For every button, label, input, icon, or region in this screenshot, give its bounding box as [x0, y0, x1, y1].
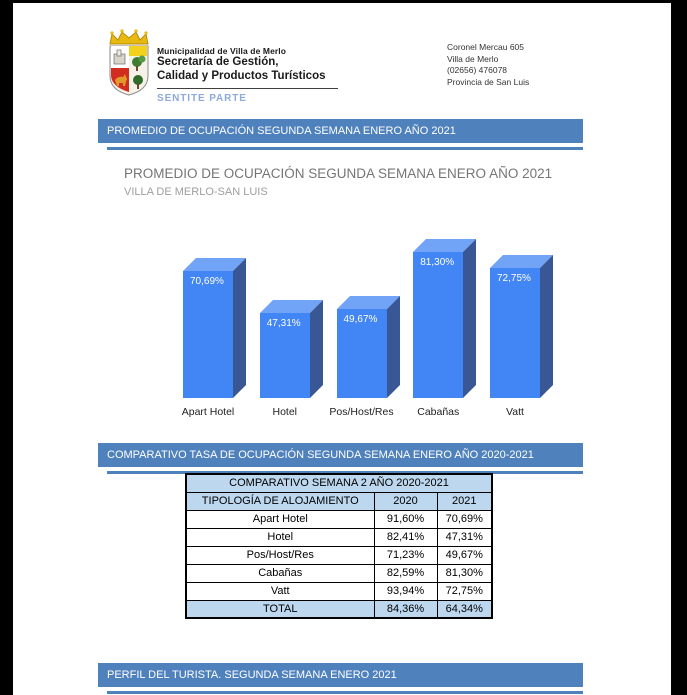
page-edge-right: [671, 0, 687, 695]
address-line: Coronel Mercau 605: [447, 42, 525, 52]
letterhead-divider: [157, 88, 338, 89]
org-line-2: Secretaría de Gestión,: [157, 56, 279, 68]
bar-side-2: [387, 296, 400, 398]
org-name-block: [157, 46, 387, 104]
org-line-1: Municipalidad de Villa de Merlo: [157, 46, 287, 56]
address-line: (02656) 476078: [447, 65, 508, 75]
banner-underline-3: [107, 691, 583, 694]
table-cell: 70,69%: [437, 510, 492, 528]
bar-front-4: [490, 268, 540, 398]
table-cell: TOTAL: [186, 600, 374, 618]
section-banner-perfil-label: PERFIL DEL TURISTA. SEGUNDA SEMANA ENERO 2021: [107, 669, 397, 681]
bar-category-label: Hotel: [272, 406, 297, 418]
section-banner-promedio-label: PROMEDIO DE OCUPACIÓN SEGUNDA SEMANA ENERO AÑO 2021: [107, 125, 456, 137]
bar-front-0: [183, 271, 233, 398]
table-cell: 81,30%: [437, 564, 492, 582]
table-title-cell: COMPARATIVO SEMANA 2 AÑO 2020-2021: [186, 474, 492, 492]
table-cell: TIPOLOGÍA DE ALOJAMIENTO: [186, 492, 374, 510]
table-row: [186, 546, 492, 564]
bar-category-label: Cabañas: [417, 406, 460, 418]
table-cell: 47,31%: [437, 528, 492, 546]
org-line-3: Calidad y Productos Turísticos: [157, 69, 326, 82]
municipality-crest-logo: [106, 28, 152, 96]
bar-value-label: 70,69%: [190, 276, 224, 288]
table-row: [186, 492, 492, 510]
table-cell: 82,59%: [374, 564, 437, 582]
bar-category-label: Pos/Host/Res: [329, 406, 394, 418]
table-cell: 91,60%: [374, 510, 437, 528]
page-edge-top: [0, 0, 687, 3]
bar-category-label: Apart Hotel: [181, 406, 235, 418]
section-banner-comparativo: [98, 443, 583, 467]
table-cell: Apart Hotel: [186, 510, 374, 528]
address-block: [447, 42, 529, 88]
table-cell: 71,23%: [374, 546, 437, 564]
table-cell: Cabañas: [186, 564, 374, 582]
table-cell: Pos/Host/Res: [186, 546, 374, 564]
table-cell: 72,75%: [437, 582, 492, 600]
table-cell: Hotel: [186, 528, 374, 546]
address-line: Provincia de San Luis: [447, 76, 530, 87]
bar-front-1: [260, 313, 310, 398]
bar-side-1: [310, 300, 323, 398]
comparison-table: [185, 473, 493, 619]
table-cell: 49,67%: [437, 546, 492, 564]
banner-underline-1: [107, 147, 583, 150]
chart-title: PROMEDIO DE OCUPACIÓN SEGUNDA SEMANA ENERO AÑO 2021: [124, 166, 553, 181]
table-cell: 84,36%: [374, 600, 437, 618]
table-row: [186, 528, 492, 546]
bar-front-3: [413, 252, 463, 398]
table-cell: Vatt: [186, 582, 374, 600]
bar-side-4: [540, 255, 553, 398]
occupancy-bar-chart: [98, 152, 583, 442]
bar-front-2: [337, 309, 387, 398]
table-cell: 82,41%: [374, 528, 437, 546]
bar-value-label: 47,31%: [266, 318, 301, 330]
bar-side-0: [233, 258, 246, 398]
table-cell: 93,94%: [374, 582, 437, 600]
table-row: [186, 600, 492, 618]
table-cell: 2021: [437, 492, 492, 510]
tagline: SENTITE PARTE: [157, 93, 247, 104]
section-banner-perfil: [98, 663, 583, 687]
bar-value-label: 81,30%: [420, 257, 455, 269]
section-banner-promedio: [98, 119, 583, 143]
section-banner-comparativo-label: COMPARATIVO TASA DE OCUPACIÓN SEGUNDA SEMANA ENERO AÑO 2020-2021: [107, 449, 534, 461]
page-edge-left: [0, 0, 13, 695]
table-row: [186, 510, 492, 528]
bar-value-label: 72,75%: [497, 272, 531, 284]
bar-value-label: 49,67%: [343, 314, 378, 326]
comparison-table-body: [186, 474, 492, 618]
table-row: [186, 474, 492, 492]
table-cell: 2020: [374, 492, 437, 510]
bar-side-3: [463, 239, 476, 398]
table-row: [186, 564, 492, 582]
chart-subtitle: VILLA DE MERLO-SAN LUIS: [124, 186, 268, 198]
address-line: Villa de Merlo: [447, 53, 499, 64]
table-row: [186, 582, 492, 600]
table-cell: 64,34%: [437, 600, 492, 618]
bar-category-label: Vatt: [506, 406, 524, 418]
